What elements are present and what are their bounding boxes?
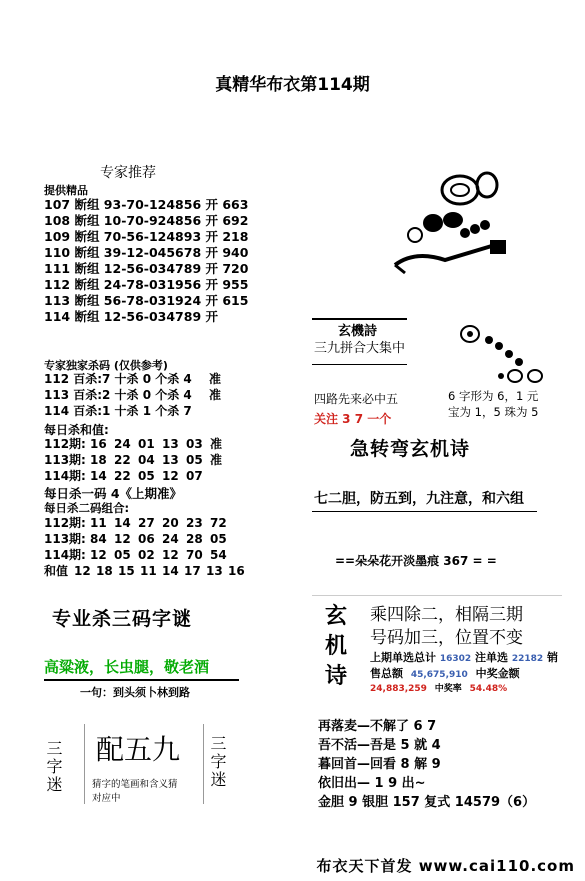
expert-row: 114 断组 12-56-034789 开 <box>44 309 218 324</box>
kill-row: 113 百杀:2 十杀 0 个杀 4 准 <box>44 388 222 402</box>
daily-two-row: 114期: 12 05 02 12 70 54 <box>44 548 227 562</box>
daily-two-list <box>44 515 245 579</box>
coin-illustration <box>385 165 520 285</box>
kill-row: 114 百杀:1 十杀 1 个杀 7 <box>44 404 192 418</box>
daily-pair-row: 112期: 16 24 01 13 03 准 <box>44 437 223 451</box>
daily-pair-list <box>44 436 222 484</box>
riddle-side-left: 三字迷 <box>44 740 63 794</box>
poem-line: 吾不活—吾是 5 就 4 <box>318 738 441 753</box>
expert-row: 110 断组 39-12-045678 开 940 <box>44 245 249 260</box>
poem-lines <box>318 717 535 812</box>
expert-row: 113 断组 56-78-031924 开 615 <box>44 293 249 308</box>
lottery-line3: 24,883,259 中奖率 54.48% <box>370 684 508 694</box>
poem-line: 再落麦—不解了 6 7 <box>318 719 437 734</box>
xuanji-flower: ==朵朵花开淡墨痕 367 = = <box>335 554 497 568</box>
xuanji-focus: 关注 3 7 一个 <box>314 412 392 426</box>
daily-pair-row: 113期: 18 22 04 13 05 准 <box>44 453 223 467</box>
riddle-banner: 专业杀三码字谜 <box>52 608 193 630</box>
poem-line: 依旧出— 1 9 出~ <box>318 776 426 791</box>
expert-row: 111 断组 12-56-034789 开 720 <box>44 261 249 276</box>
expert-row: 108 断组 10-70-924856 开 692 <box>44 213 249 228</box>
page-title: 真精华布衣第114期 <box>215 75 370 95</box>
kill-label: 专家独家杀码 (仅供参考) <box>44 359 168 372</box>
xuanji-note2: 宝为 1，5 珠为 5 <box>448 405 539 419</box>
daily-two-row: 113期: 84 12 06 24 28 05 <box>44 532 227 546</box>
poem-box-line1: 乘四除二，相隔三期 <box>370 605 523 625</box>
poem-line: 金胆 9 银胆 157 复式 14579（6） <box>318 795 536 810</box>
xuanji-title: 玄機詩 <box>338 324 378 339</box>
xuanji-divider <box>312 511 537 512</box>
poem-line: 暮回首—回看 8 解 9 <box>318 757 441 772</box>
riddle-sub: 一句：到头须卜林到路 <box>80 686 190 699</box>
expert-heading: 专家推荐 <box>100 165 156 181</box>
daily-pair-label: 每日杀和值: <box>44 423 109 437</box>
expert-sub: 提供精品 <box>44 184 88 197</box>
xuanji-line2: 四路先来必中五 <box>314 392 399 406</box>
footer-watermark: 布衣天下首发 www.cai110.com <box>316 857 575 875</box>
riddle-desc1: 猜字的笔画和含义猜 <box>92 779 178 790</box>
lottery-line1: 上期单选总计 16302 注单选 22182 销 <box>370 651 558 664</box>
expert-row: 112 断组 24-78-031956 开 955 <box>44 277 249 292</box>
daily-two-label: 每日杀二码组合: <box>44 501 130 515</box>
kill-row: 112 百杀:7 十杀 0 个杀 4 准 <box>44 372 222 386</box>
riddle-side-right: 三字迷 <box>208 735 227 789</box>
poem-side: 玄 机 诗 <box>324 604 347 689</box>
lottery-line2: 售总额 45,675,910 中奖金额 <box>370 667 520 680</box>
expert-list <box>44 197 248 325</box>
riddle-desc2: 对应中 <box>92 793 121 804</box>
daily-one: 每日杀一码 4《上期准》 <box>44 486 183 501</box>
xuanji-hint: 七二胆，防五到，九注意，和六组 <box>314 491 524 507</box>
riddle-line: 高粱液，长虫腿，敬老酒 <box>44 658 210 676</box>
expert-row: 107 断组 93-70-124856 开 663 <box>44 197 249 212</box>
daily-two-sum-row: 和值 12 18 15 11 14 17 13 16 <box>44 564 245 578</box>
xuanji-banner: 急转弯玄机诗 <box>350 438 471 460</box>
xuanji-note1: 6 字形为 6，1 元 <box>448 389 539 403</box>
poem-box-line2: 号码加三，位置不变 <box>370 628 523 648</box>
riddle-divider <box>44 679 239 681</box>
kill-list <box>44 371 254 419</box>
bead-illustration <box>455 320 555 385</box>
expert-row: 109 断组 70-56-124893 开 218 <box>44 229 249 244</box>
xuanji-line1: 三九拼合大集中 <box>314 341 406 356</box>
daily-pair-row: 114期: 14 22 05 12 07 <box>44 469 203 483</box>
riddle-big: 配五九 <box>96 733 181 766</box>
daily-two-row: 112期: 11 14 27 20 23 72 <box>44 516 227 530</box>
